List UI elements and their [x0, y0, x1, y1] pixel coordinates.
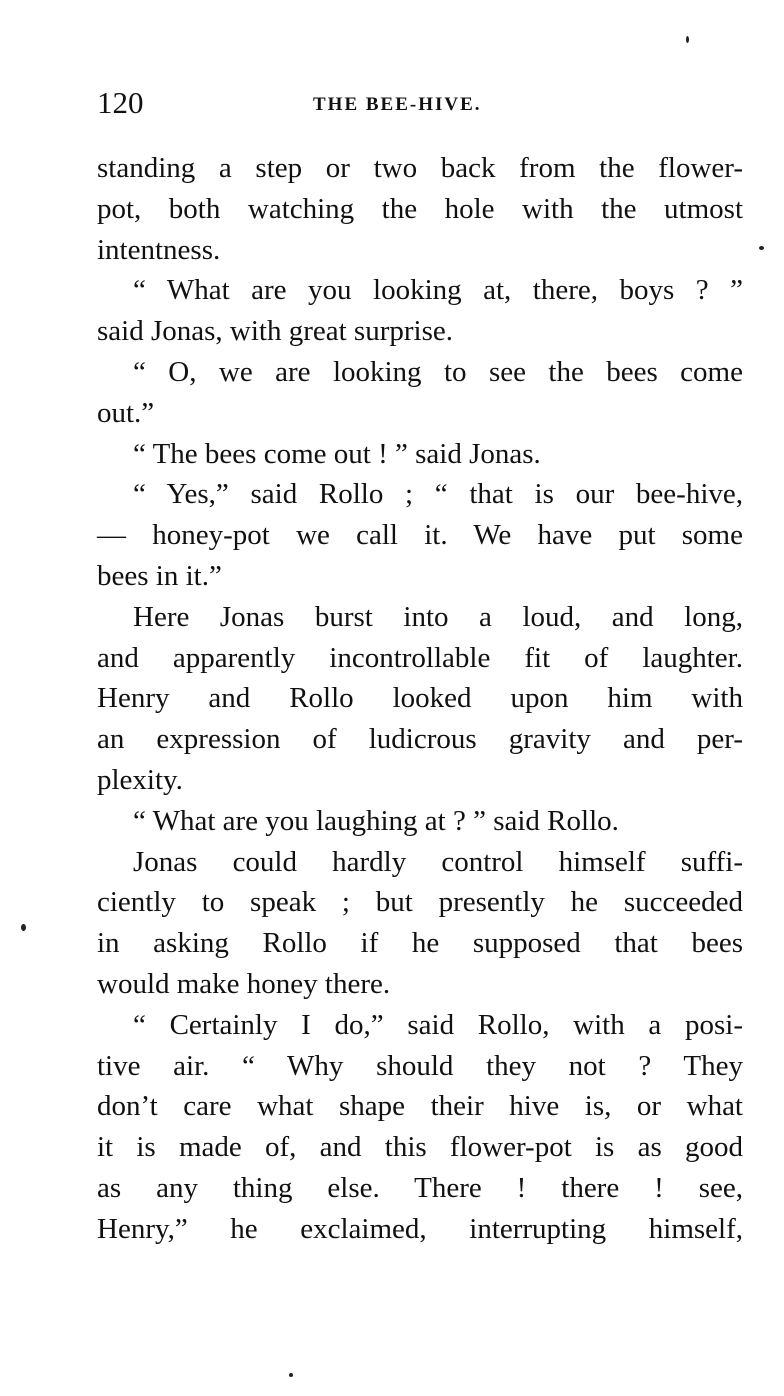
scan-speck [759, 246, 764, 250]
text-line: bees in it.” [97, 559, 222, 592]
text-line: “ The bees come out ! ” said Jonas. [133, 437, 541, 470]
text-line: Henry and Rollo looked upon him with [97, 682, 743, 715]
text-line: as any thing else. There ! there ! see, [97, 1171, 743, 1204]
text-line: would make honey there. [97, 967, 391, 1000]
text-line: pot, both watching the hole with the utmost [97, 192, 743, 225]
text-line: out.” [97, 396, 155, 429]
text-line: Henry,” he exclaimed, interrupting himself, [97, 1212, 743, 1245]
text-line: tive air. “ Why should they not ? They [97, 1049, 743, 1082]
text-line: “ Yes,” said Rollo ; “ that is our bee-hive, [133, 478, 743, 511]
text-line: don’t care what shape their hive is, or what [97, 1090, 743, 1123]
text-line: Jonas could hardly control himself suffi- [133, 845, 743, 878]
text-line: Here Jonas burst into a loud, and long, [133, 600, 743, 633]
page-number: 120 [97, 85, 144, 120]
body-text [97, 148, 743, 1250]
text-line: in asking Rollo if he supposed that bees [97, 927, 743, 960]
text-line: “ What are you looking at, there, boys ? ” [133, 274, 743, 307]
scan-speck [289, 1373, 293, 1377]
scan-speck [21, 924, 26, 931]
text-line: “ What are you laughing at ? ” said Rollo. [133, 804, 619, 837]
text-line: it is made of, and this flower-pot is as good [97, 1131, 743, 1164]
text-line: “ Certainly I do,” said Rollo, with a posi- [133, 1008, 743, 1041]
text-line: and apparently incontrollable fit of laughter. [97, 641, 743, 674]
text-line: intentness. [97, 233, 221, 266]
text-line: “ O, we are looking to see the bees come [133, 355, 743, 388]
scan-speck [686, 36, 689, 43]
text-line: said Jonas, with great surprise. [97, 315, 453, 348]
page-header [97, 83, 743, 123]
text-line: — honey-pot we call it. We have put some [97, 519, 743, 552]
text-line: plexity. [97, 763, 183, 796]
text-line: an expression of ludicrous gravity and per- [97, 723, 743, 756]
text-line: standing a step or two back from the flower- [97, 152, 743, 184]
running-head: THE BEE-HIVE. [313, 94, 482, 115]
text-line: ciently to speak ; but presently he succeeded [97, 886, 743, 919]
